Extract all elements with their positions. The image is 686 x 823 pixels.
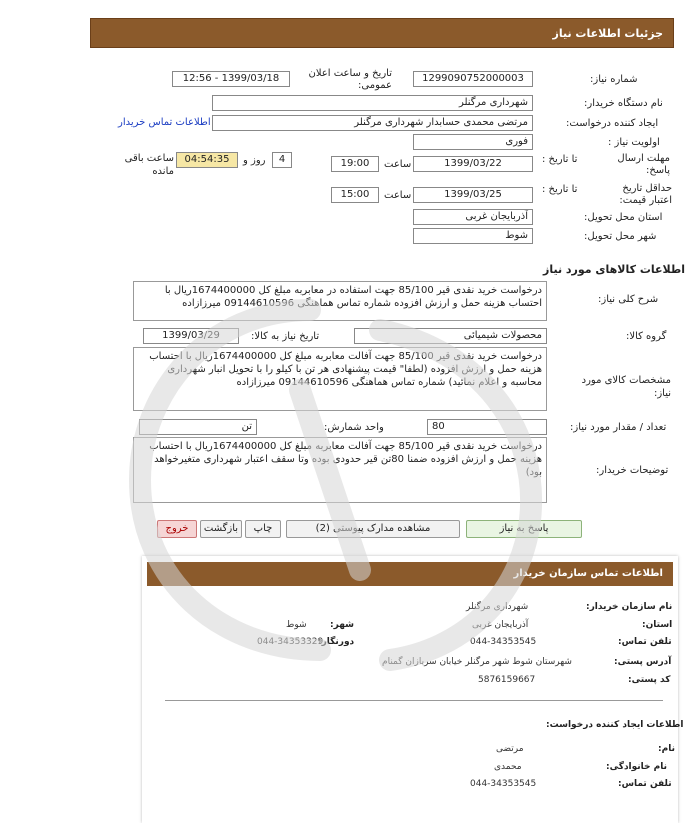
summary-label: شرح کلی نیاز: <box>598 294 659 305</box>
validity-label: حداقل تاریخ اعتبار قیمت: <box>619 183 672 206</box>
remaining-time-field: 04:54:35 <box>176 152 238 168</box>
contact-phone-label: تلفن تماس: <box>618 637 672 647</box>
qty-field: 80 <box>427 419 547 435</box>
contact-postal-label: کد پستی: <box>628 675 671 685</box>
contact-city-label: شهر: <box>330 620 354 630</box>
exit-button[interactable]: خروج <box>157 520 197 538</box>
goods-section-title: اطلاعات کالاهای مورد نیاز <box>543 263 685 276</box>
need-date-label: تاریخ نیاز به کالا: <box>251 331 320 342</box>
contact-fax-label: دورنگار: <box>318 637 355 647</box>
priority-field: فوری <box>413 134 533 150</box>
creator-family-label: نام خانوادگی: <box>606 762 668 772</box>
contact-province-label: استان: <box>642 620 673 630</box>
creator-label: ایجاد کننده درخواست: <box>566 118 659 129</box>
need-number-label: شماره نیاز: <box>590 74 638 85</box>
validity-date-field: 1399/03/25 <box>413 187 533 203</box>
spec-text: درخواست خرید نقدی قیر 85/100 جهت آفالت معابربه مبلغ کل 1674400000ریال با احتساب هزینه حمل و ارزش افزوده (لطفا" قیمت پیشنهادی هر تن با کیلو را با تحویل انبار شهرداری محاسبه و اعلام نمائید) شماره تماس هماهنگی 09144610596 میرزازاده <box>133 347 547 411</box>
deadline-label: مهلت ارسال پاسخ: <box>617 153 670 176</box>
spec-label: مشخصات کالای مورد نیاز: <box>581 375 671 399</box>
need-date-field: 1399/03/29 <box>143 328 239 344</box>
group-label: گروه کالا: <box>626 331 667 342</box>
contact-address-label: آدرس پستی: <box>614 657 672 667</box>
creator-name-label: نام: <box>658 744 675 754</box>
summary-text: درخواست خرید نقدی قیر 85/100 جهت استفاده در معابربه مبلغ کل 1674400000ریال با احتساب هزینه حمل و ارزش افزوده شماره تماس هماهنگی 09144610596 میرزازاده <box>133 281 547 321</box>
buyer-notes-label: توضیحات خریدار: <box>596 465 669 476</box>
creator-phone-label: تلفن تماس: <box>618 779 672 789</box>
attachments-button[interactable]: مشاهده مدارک پیوستی (2) <box>286 520 460 538</box>
contact-city-value: شوط <box>286 620 307 630</box>
contact-org-label: نام سازمان خریدار: <box>586 602 673 612</box>
contact-phone-value: 044-34353545 <box>470 637 537 647</box>
validity-to-label: تا تاریخ : <box>542 184 578 195</box>
print-button[interactable]: چاپ <box>245 520 281 538</box>
page-title: جزئیات اطلاعات نیاز <box>90 18 674 48</box>
province-label: استان محل تحویل: <box>584 212 663 223</box>
creator-name-value: مرتضی <box>496 744 524 754</box>
province-field: آذربایجان غربی <box>413 209 533 225</box>
city-field: شوط <box>413 228 533 244</box>
creator-section-title: اطلاعات ایجاد کننده درخواست: <box>546 720 684 730</box>
buyer-org-label: نام دستگاه خریدار: <box>584 98 663 109</box>
deadline-time-field: 19:00 <box>331 156 379 172</box>
city-label: شهر محل تحویل: <box>584 231 657 242</box>
contact-province-value: آذربایجان غربی <box>472 620 529 630</box>
deadline-date-field: 1399/03/22 <box>413 156 533 172</box>
unit-label: واحد شمارش: <box>324 422 384 433</box>
need-number-field: 1299090752000003 <box>413 71 533 87</box>
remaining-days-text: روز و <box>243 155 266 166</box>
contact-org-value: شهرداری مرگنلر <box>466 602 529 612</box>
remaining-text: ساعت باقی مانده <box>124 153 174 177</box>
announce-label: تاریخ و ساعت اعلان عمومی: <box>308 68 392 91</box>
contact-postal-value: 5876159667 <box>478 675 536 685</box>
buyer-notes-text: درخواست خرید نقدی قیر 85/100 جهت آفالت معابربه مبلغ کل 1674400000ریال با احتساب هزینه حمل و ارزش افزوده ضمنا 80تن قیر حدودی بوده وتا سقف اعتبار شهرداری متغیرخواهد بود) <box>133 437 547 503</box>
deadline-time-label: ساعت <box>384 159 412 170</box>
group-field: محصولات شیمیائی <box>354 328 547 344</box>
contact-panel <box>142 556 678 823</box>
back-button[interactable]: بازگشت <box>200 520 242 538</box>
creator-field: مرتضی محمدی حسابدار شهرداری مرگنلر <box>212 115 533 131</box>
buyer-contact-link[interactable]: اطلاعات تماس خریدار <box>118 117 211 128</box>
reply-button[interactable]: پاسخ به نیاز <box>466 520 582 538</box>
contact-fax-value: 044-34353329 <box>257 637 324 647</box>
qty-label: تعداد / مقدار مورد نیاز: <box>570 422 667 433</box>
deadline-to-label: تا تاریخ : <box>542 154 578 165</box>
contact-address-value: شهرستان شوط شهر مرگنلر خیابان سربازان گمنام <box>382 657 572 667</box>
creator-family-value: محمدی <box>494 762 522 772</box>
unit-field: تن <box>139 419 257 435</box>
contact-divider <box>165 700 663 701</box>
validity-time-label: ساعت <box>384 190 412 201</box>
remaining-days-field: 4 <box>272 152 292 168</box>
validity-time-field: 15:00 <box>331 187 379 203</box>
contact-panel-title: اطلاعات تماس سازمان خریدار <box>147 562 673 586</box>
priority-label: اولویت نیاز : <box>608 137 660 148</box>
creator-phone-value: 044-34353545 <box>470 779 537 789</box>
announce-field: 1399/03/18 - 12:56 <box>172 71 290 87</box>
buyer-org-field: شهرداری مرگنلر <box>212 95 533 111</box>
